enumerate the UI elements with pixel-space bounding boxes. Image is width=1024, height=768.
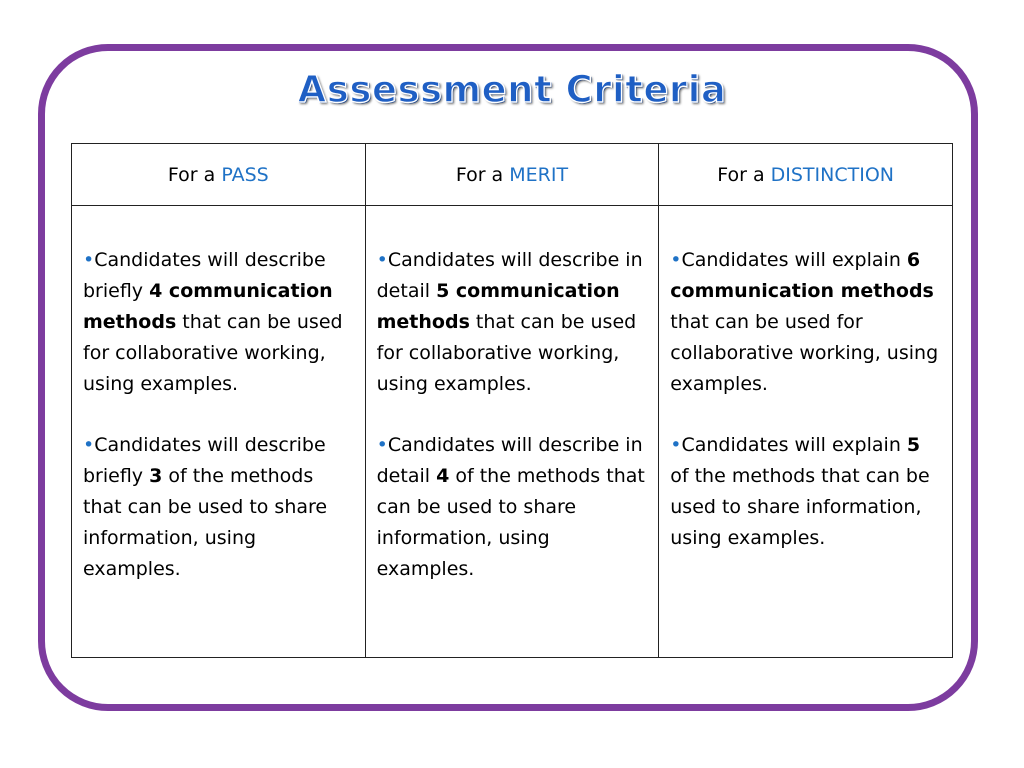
header-prefix: For a xyxy=(717,163,765,186)
bullet-icon: • xyxy=(670,249,682,271)
item-emphasis: 4 xyxy=(436,465,450,487)
pass-cell xyxy=(72,206,366,658)
header-prefix: For a xyxy=(455,163,504,186)
item-text: of the methods that can be used to share information, using examples. xyxy=(670,465,930,549)
header-level-pass: PASS xyxy=(221,163,269,186)
item-text: Candidates will describe briefly xyxy=(83,434,326,487)
bullet-icon: • xyxy=(83,434,95,456)
item-emphasis: 4 communication methods xyxy=(83,280,333,333)
distinction-cell xyxy=(659,206,953,658)
item-text: that can be used for collaborative working, using examples. xyxy=(376,311,637,395)
merit-cell xyxy=(365,206,659,658)
criteria-item xyxy=(83,430,357,585)
bullet-icon: • xyxy=(670,434,682,456)
assessment-criteria-table xyxy=(71,143,953,658)
criteria-item xyxy=(377,245,651,400)
slide-title: Assessment Criteria xyxy=(297,68,727,111)
item-text: of the methods that can be used to share information, using examples. xyxy=(376,465,645,580)
bullet-icon: • xyxy=(376,434,388,456)
item-text: Candidates will explain xyxy=(681,249,907,271)
header-distinction xyxy=(659,144,953,206)
header-prefix: For a xyxy=(167,163,216,186)
item-text: Candidates will describe briefly xyxy=(83,249,326,302)
item-text: Candidates will describe in detail xyxy=(376,434,643,487)
bullet-icon: • xyxy=(376,249,388,271)
item-emphasis: 3 xyxy=(149,465,163,487)
header-level-merit: MERIT xyxy=(509,163,569,186)
item-text: of the methods that can be used to share information, using examples. xyxy=(83,465,328,580)
bullet-icon: • xyxy=(83,249,95,271)
item-emphasis: 6 communication methods xyxy=(670,249,934,302)
item-emphasis: 5 communication methods xyxy=(376,280,620,333)
criteria-item xyxy=(83,245,357,400)
criteria-item xyxy=(670,430,944,554)
header-row xyxy=(72,144,953,206)
criteria-item xyxy=(670,245,944,400)
item-text: Candidates will describe in detail xyxy=(376,249,643,302)
header-pass xyxy=(72,144,366,206)
item-text: that can be used for collaborative working, using examples. xyxy=(83,311,343,395)
header-level-distinction: DISTINCTION xyxy=(770,163,895,186)
header-merit xyxy=(365,144,659,206)
item-text: Candidates will explain xyxy=(681,434,907,456)
criteria-item xyxy=(377,430,651,585)
item-text: that can be used for collaborative working, using examples. xyxy=(670,311,939,395)
criteria-row xyxy=(72,206,953,658)
item-emphasis: 5 xyxy=(906,434,921,456)
